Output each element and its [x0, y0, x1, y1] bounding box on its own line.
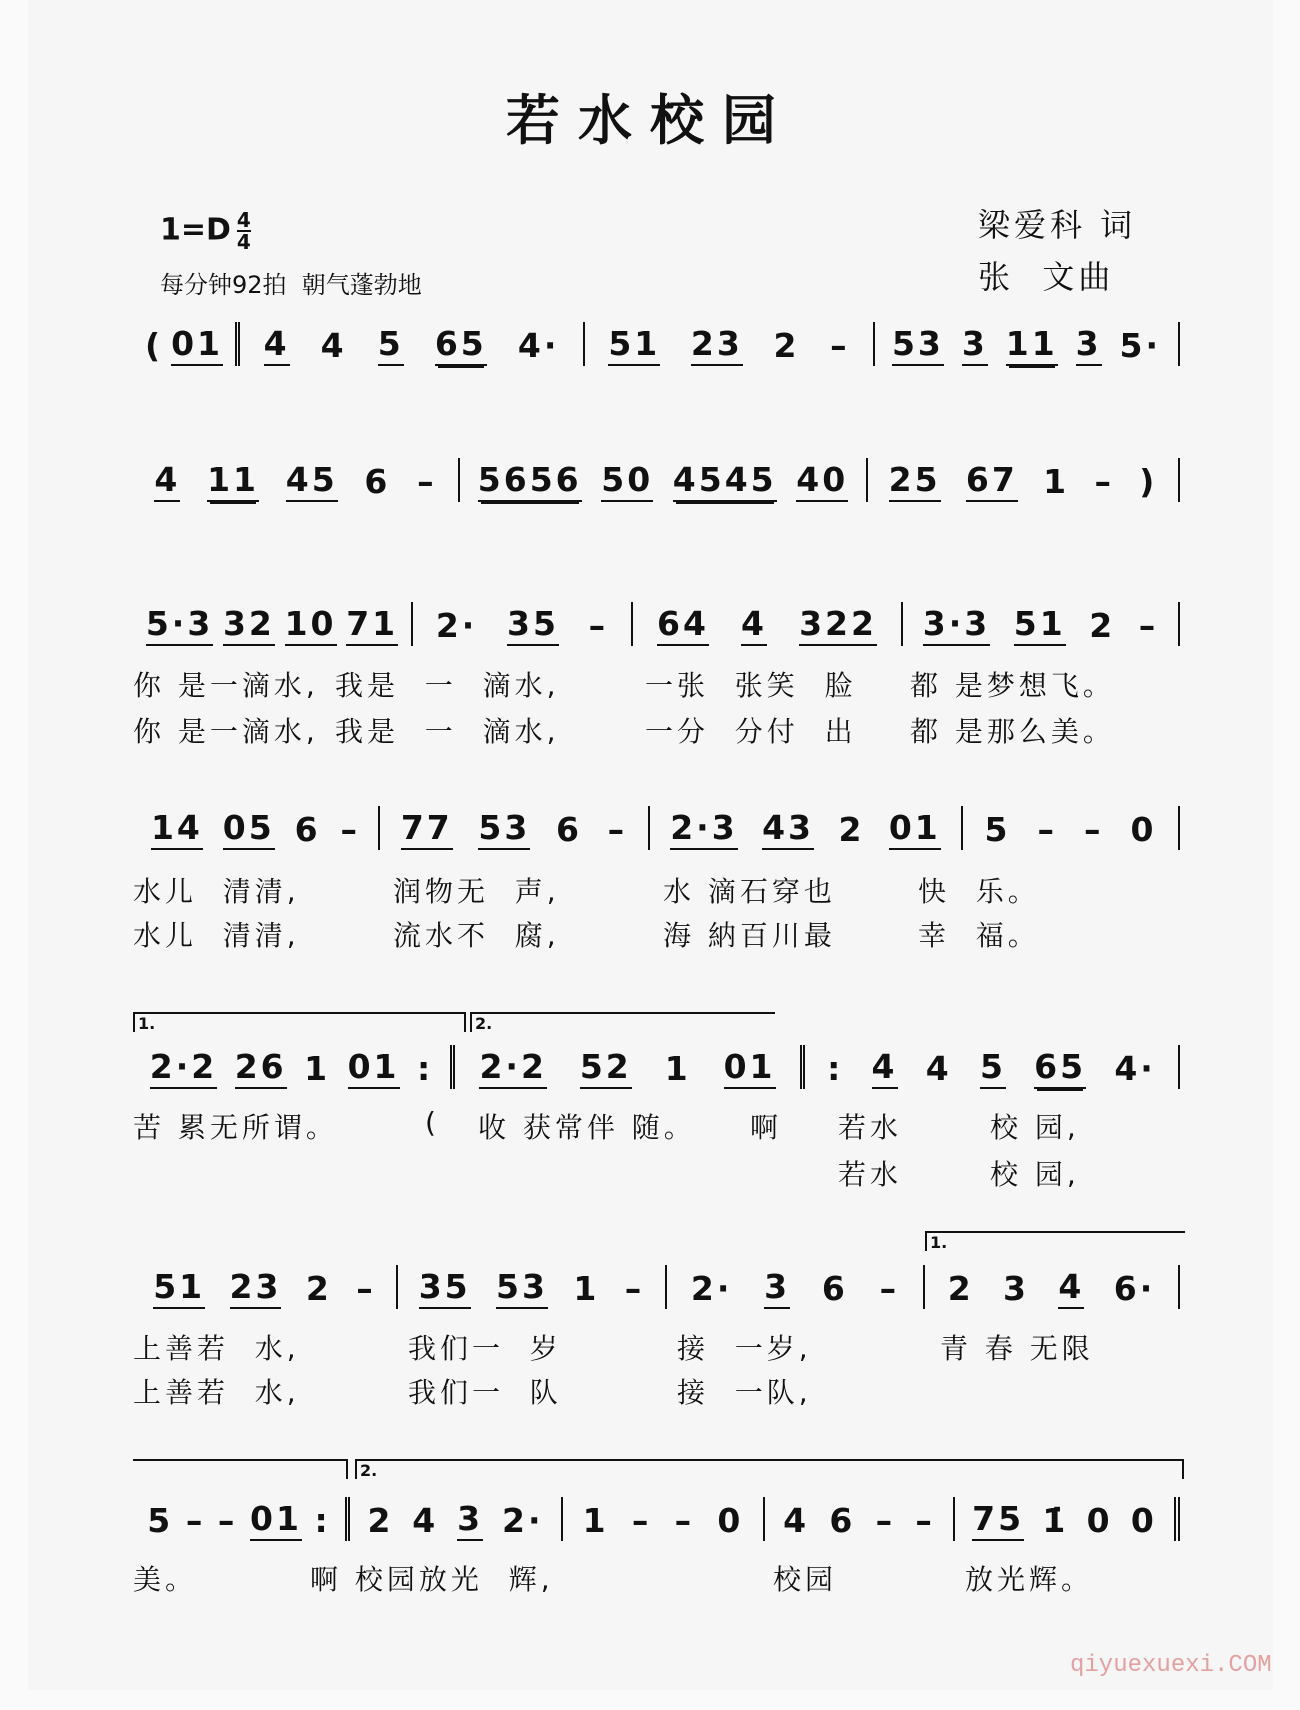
note-group: 1	[304, 1049, 331, 1088]
measure	[240, 322, 585, 366]
note-group: 43	[762, 810, 814, 850]
note-group: –	[185, 1501, 206, 1540]
lyric: 校 园,	[990, 1111, 1080, 1144]
note-group: )	[1139, 462, 1158, 501]
lyric: 都 是梦想飞。	[910, 669, 1115, 702]
lyricist-credit: 梁爱科 词	[978, 206, 1137, 244]
note-group: 2	[773, 326, 800, 365]
note-group: 4	[320, 326, 347, 365]
note-group: –	[1037, 810, 1057, 849]
note-group: 32	[223, 606, 275, 646]
lyric: (	[425, 1106, 440, 1139]
key-signature	[160, 210, 251, 252]
note-group: 35	[507, 606, 559, 646]
note-group: –	[340, 810, 361, 849]
note-group: 11	[1006, 326, 1058, 366]
measure	[955, 1497, 1180, 1541]
note-group: 5·3	[146, 606, 213, 646]
note-group: 01	[348, 1049, 400, 1089]
note-group: 322	[799, 606, 877, 646]
notation-row	[133, 602, 1180, 646]
notation-row	[133, 1265, 1180, 1309]
note-group: 6	[556, 810, 582, 849]
note-group: 0	[1130, 810, 1157, 849]
measure	[650, 806, 963, 850]
note-group: 4	[872, 1049, 898, 1089]
note-group: 53	[892, 326, 944, 366]
note-group: 65	[1034, 1049, 1086, 1089]
note-group: :	[416, 1049, 434, 1088]
watermark: qiyuexuexi.COM	[1070, 1652, 1272, 1679]
volta-second: 2.	[470, 1012, 775, 1032]
lyric: 都 是那么美。	[910, 715, 1115, 748]
note-group: 4·	[517, 326, 560, 365]
lyric: 校 园,	[990, 1158, 1080, 1191]
note-group: 2	[305, 1269, 332, 1308]
note-group: 6	[364, 462, 391, 501]
lyric: 水儿 清清,	[133, 875, 300, 908]
lyric: 苦 累无所谓。	[133, 1111, 338, 1144]
note-group: –	[417, 462, 437, 501]
measure	[133, 322, 240, 366]
lyric: 流水不 腐,	[393, 919, 560, 952]
lyric: 水儿 清清,	[133, 919, 300, 952]
note-group: 2	[838, 810, 865, 849]
volta-first: 1.	[925, 1231, 1185, 1251]
lyric: 若水	[838, 1111, 903, 1144]
note-group: 4	[1058, 1269, 1084, 1309]
note-group: 14	[151, 810, 203, 850]
note-group: 2	[1089, 606, 1116, 645]
note-group: 5	[147, 1501, 174, 1540]
measure	[925, 1265, 1180, 1309]
note-group: 6	[829, 1501, 856, 1540]
volta-first: 1.	[133, 1012, 466, 1032]
note-group: –	[1094, 462, 1114, 501]
note-group: 2·2	[150, 1049, 217, 1089]
note-group: –	[624, 1269, 645, 1308]
note-group: 4	[264, 326, 290, 366]
notation-row	[133, 1497, 1180, 1541]
note-group: 52	[580, 1049, 632, 1089]
note-group: 51	[608, 326, 660, 366]
measure	[133, 1265, 398, 1309]
lyric: 我是 一 滴水,	[335, 715, 560, 748]
note-group: –	[588, 606, 609, 645]
note-group: 3	[457, 1501, 483, 1541]
note-group: 1	[664, 1049, 691, 1088]
note-group: –	[674, 1501, 695, 1540]
note-group: 26	[235, 1049, 287, 1089]
note-group: –	[875, 1501, 896, 1540]
note-group: 0	[1130, 1501, 1157, 1540]
note-group: 5·	[1119, 326, 1162, 365]
lyric: 收 获常伴 随。	[478, 1111, 696, 1144]
note-group: 35	[419, 1269, 471, 1309]
key: 1=D	[160, 212, 231, 248]
note-group: 11	[207, 462, 259, 502]
composer-credit: 张 文曲	[978, 258, 1115, 296]
note-group: 6	[294, 810, 321, 849]
note-group: :	[827, 1049, 844, 1088]
note-group: 65	[435, 326, 487, 366]
note-group: 0	[1086, 1501, 1113, 1540]
lyric: 接 一岁,	[677, 1332, 812, 1365]
note-group: 6	[821, 1269, 848, 1308]
song-title: 若水校园	[506, 88, 794, 152]
note-group: 4	[154, 462, 180, 502]
note-group: 5656	[478, 462, 582, 502]
note-group: 2	[947, 1269, 974, 1308]
note-group: 2·	[690, 1269, 733, 1308]
lyric: 美。	[133, 1563, 198, 1596]
note-group: –	[1084, 810, 1104, 849]
notation-row	[133, 322, 1180, 366]
lyric: 校园	[773, 1563, 838, 1596]
lyric: 啊 校园放光 辉,	[310, 1563, 554, 1596]
note-group: 4·	[1114, 1049, 1156, 1088]
lyric: 青 春 无限	[940, 1332, 1094, 1365]
note-group: 51	[1014, 606, 1066, 646]
note-group: 1̇	[1042, 1501, 1069, 1540]
measure	[350, 1497, 563, 1541]
lyric: 你 是一滴水,	[133, 669, 319, 702]
measure	[133, 1045, 455, 1089]
volta-second: 2.	[355, 1459, 1184, 1479]
notation-row	[133, 1045, 1180, 1089]
lyric: 你 是一滴水,	[133, 715, 319, 748]
note-group: 2·3	[670, 810, 737, 850]
note-group: 0	[717, 1501, 744, 1540]
measure	[805, 1045, 1180, 1089]
measure	[563, 1497, 765, 1541]
lyric: 我们一 岁	[408, 1332, 562, 1365]
notation-row	[133, 806, 1180, 850]
measure	[667, 1265, 925, 1309]
note-group: 01	[724, 1049, 776, 1089]
note-group: 1	[573, 1269, 600, 1308]
note-group: 5	[378, 326, 404, 366]
note-group: –	[830, 326, 850, 365]
measure	[875, 322, 1180, 366]
measure	[133, 458, 460, 502]
note-group: 4	[741, 606, 767, 646]
time-signature	[237, 210, 251, 252]
note-group: 3·3	[923, 606, 990, 646]
note-group: 2·	[435, 606, 478, 645]
note-group: 10	[285, 606, 337, 646]
note-group: :	[314, 1501, 331, 1540]
measure	[133, 602, 413, 646]
note-group: 2·2	[479, 1049, 546, 1089]
note-group: 53	[478, 810, 530, 850]
note-group: –	[607, 810, 628, 849]
note-group: 1	[582, 1501, 609, 1540]
note-group: 2·	[502, 1501, 544, 1540]
note-group: 5	[980, 1049, 1006, 1089]
note-group: 2	[367, 1501, 394, 1540]
note-group: 01	[171, 326, 223, 366]
note-group: 3	[1003, 1269, 1030, 1308]
note-group: 4	[412, 1501, 439, 1540]
note-group: –	[915, 1501, 935, 1540]
time-numerator: 4	[236, 208, 251, 232]
measure	[398, 1265, 667, 1309]
measure	[133, 1497, 350, 1541]
note-group: 75	[972, 1501, 1024, 1541]
lyric: 快 乐。	[918, 875, 1040, 908]
measure	[633, 602, 903, 646]
lyric: 上善若 水,	[133, 1332, 300, 1365]
note-group: 40	[796, 462, 848, 502]
note-group: 50	[601, 462, 653, 502]
lyric: 润物无 声,	[393, 875, 560, 908]
note-group: 4	[925, 1049, 952, 1088]
note-group: –	[217, 1501, 238, 1540]
note-group: 23	[691, 326, 743, 366]
lyric: 放光辉。	[965, 1563, 1094, 1596]
note-group: 01	[889, 810, 941, 850]
note-group: 77	[401, 810, 453, 850]
note-group: 71	[346, 606, 398, 646]
note-group: 3	[1076, 326, 1102, 366]
note-group: 05	[223, 810, 275, 850]
measure	[460, 458, 868, 502]
lyric: 一张 张笑 脸	[645, 669, 857, 702]
lyric: 我们一 队	[408, 1376, 562, 1409]
lyric: 若水	[838, 1158, 903, 1191]
note-group: –	[879, 1269, 900, 1308]
measure	[133, 806, 380, 850]
note-group: 25	[889, 462, 941, 502]
measure	[963, 806, 1180, 850]
measure	[868, 458, 1180, 502]
note-group: 1	[1043, 462, 1070, 501]
note-group: 6·	[1113, 1269, 1156, 1308]
lyric: 我是 一 滴水,	[335, 669, 560, 702]
note-group: 4545	[673, 462, 777, 502]
note-group: –	[356, 1269, 376, 1308]
note-group: (	[144, 326, 164, 365]
tempo-marking: 每分钟92拍 朝气蓬勃地	[160, 271, 422, 299]
measure	[413, 602, 633, 646]
note-group: 01	[250, 1501, 302, 1541]
lyric: 幸 福。	[918, 919, 1040, 952]
note-group: 64	[657, 606, 709, 646]
lyric: 海 納百川最	[663, 919, 836, 952]
note-group: 5	[984, 810, 1011, 849]
note-group: 3	[962, 326, 988, 366]
lyric: 上善若 水,	[133, 1376, 300, 1409]
time-denominator: 4	[236, 230, 251, 254]
measure	[903, 602, 1180, 646]
note-group: 3	[764, 1269, 790, 1309]
notation-row	[133, 458, 1180, 502]
note-group: –	[1138, 606, 1159, 645]
note-group: 53	[496, 1269, 548, 1309]
note-group: 45	[286, 462, 338, 502]
note-group: 23	[230, 1269, 282, 1309]
note-group: 67	[966, 462, 1018, 502]
lyric: 接 一队,	[677, 1376, 812, 1409]
note-group: –	[631, 1501, 652, 1540]
measure	[380, 806, 650, 850]
volta-first-continued	[133, 1459, 348, 1479]
note-group: 4	[783, 1501, 810, 1540]
lyric: 一分 分付 出	[645, 715, 857, 748]
note-group: 51	[153, 1269, 205, 1309]
measure	[585, 322, 875, 366]
lyric: 水 滴石穿也	[663, 875, 836, 908]
lyric: 啊	[750, 1111, 783, 1144]
measure	[765, 1497, 955, 1541]
measure	[455, 1045, 805, 1089]
